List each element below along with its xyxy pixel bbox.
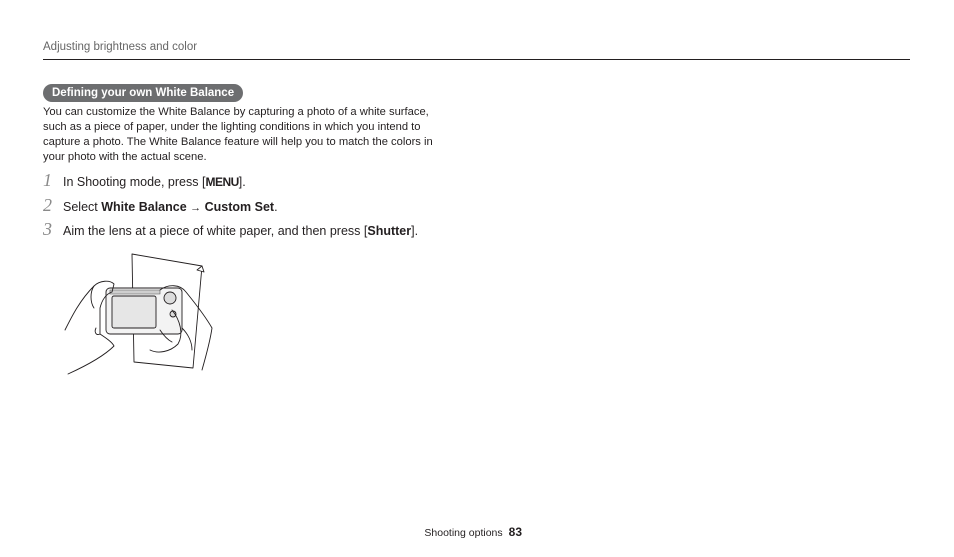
header-rule — [43, 59, 910, 60]
arrow-right-icon: → — [190, 202, 202, 214]
step-text — [63, 224, 418, 238]
step-text — [63, 200, 278, 214]
page-number: 83 — [508, 525, 522, 539]
footer-section-label: Shooting options — [424, 527, 503, 539]
shutter-key-label: Shutter — [367, 224, 412, 238]
camera-screen — [112, 296, 156, 328]
step-text — [63, 175, 246, 189]
step-text-post: . — [274, 200, 278, 214]
step-text-post: ]. — [238, 175, 246, 189]
section-header: Adjusting brightness and color — [43, 41, 198, 53]
step-number: 1 — [43, 170, 52, 190]
step-text-pre: Aim the lens at a piece of white paper, and then press [ — [63, 224, 368, 238]
step-text-pre: In Shooting mode, press [ — [63, 175, 206, 189]
topic-title: Defining your own White Balance — [43, 84, 243, 102]
intro-paragraph: You can customize the White Balance by capturing a photo of a white surface, such as a piece of paper, under the lighting conditions in which you intend to capture a photo. The White Balance feature will help you to match the colors in your photo with the actual scene. — [43, 106, 433, 163]
step-number: 3 — [43, 219, 52, 239]
step-text-pre: Select — [63, 200, 102, 214]
mode-dial — [164, 292, 176, 304]
paper-curl — [197, 266, 204, 272]
page-footer — [424, 525, 522, 539]
step-number: 2 — [43, 195, 52, 215]
menu-option-white-balance: White Balance — [101, 200, 187, 214]
step-text-post: ]. — [411, 224, 419, 238]
menu-key-label: MENU — [205, 175, 239, 189]
camera-white-paper-illustration — [60, 250, 220, 375]
menu-option-custom-set: Custom Set — [204, 200, 275, 214]
